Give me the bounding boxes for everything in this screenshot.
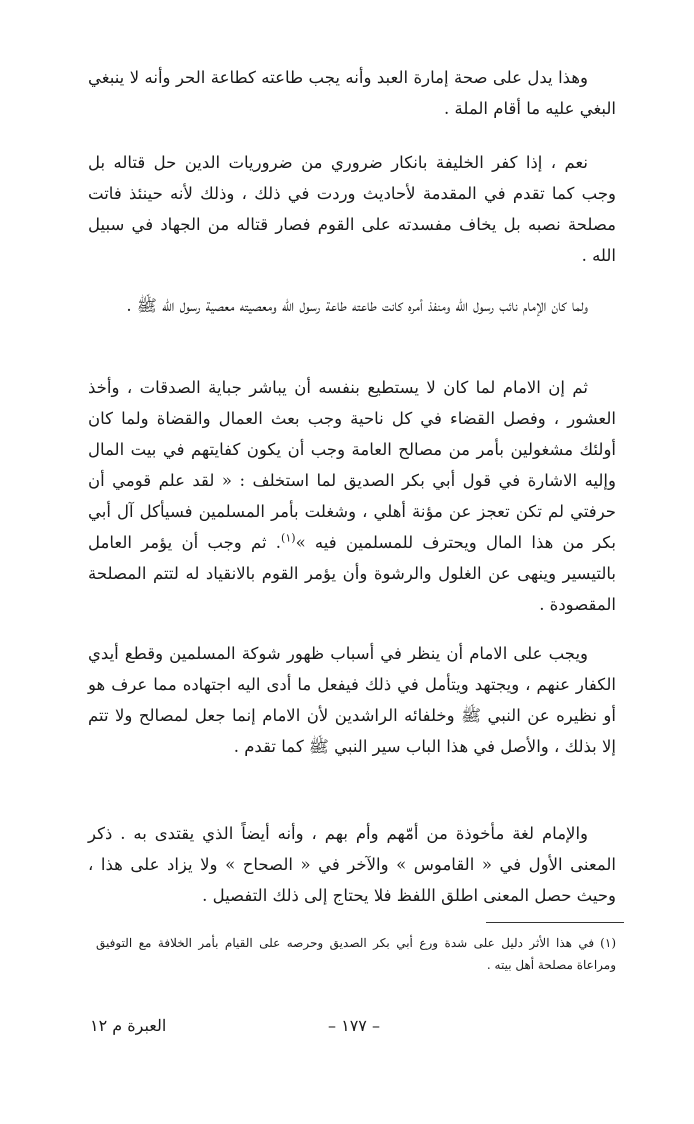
- paragraph-quote-text: ثم إن الامام لما كان لا يستطيع بنفسه أن يباشر جباية الصدقات ، وأخذ العشور ، وفصل القضاء في كل ناحية وجب بعث العمال والقضاة ولما كان أولئك مشغولين بأمر من مصالح العامة وجب أن يكون كفايتهم في بيت المال وإليه الاشارة في قول أبي بكر الصديق لما استخلف : « لقد علم قومي أن حرفتي لم تكن تعجز عن مؤنة أهلي ، وشغلت بأمر المسلمين فسيأكل آل أبي بكر من هذا المال ويحترف للمسلمين فيه »: [88, 378, 616, 552]
- paragraph-text: ويجب على الامام أن ينظر في أسباب ظهور شوكة المسلمين وقطع أيدي الكفار عنهم ، ويجتهد ويتأمل في ذلك فيفعل ما أدى اليه اجتهاده مما عرف هو أو نظيره عن النبي ﷺ وخلفائه الراشدين لأن الامام إنما جعل لمصالح ولا تتم إلا بذلك ، والأصل في هذا الباب سير النبي ﷺ كما تقدم .: [88, 644, 616, 756]
- paragraph-text: نعم ، إذا كفر الخليفة بانكار ضروري من ضروريات الدين حل قتاله بل وجب كما تقدم في المقدمة لأحاديث وردت في ذلك ، وذلك لأنه حينئذ فاتت مصلحة نصبه بل يخاف مفسدته على القوم فصار قتاله من الجهاد في سبيل الله .: [88, 153, 616, 265]
- paragraph-5: [88, 638, 616, 762]
- footnote: [96, 932, 616, 976]
- paragraph-1: [88, 62, 616, 124]
- paragraph-4: [88, 372, 616, 620]
- paragraph-text: والإمام لغة مأخوذة من أمّهم وأم بهم ، وأنه أيضاً الذي يقتدى به . ذكر المعنى الأول في « القاموس » والآخر في « الصحاح » ولا يزاد على هذا ، وحيث حصل المعنى اطلق اللفظ فلا يحتاج إلى ذلك التفصيل .: [88, 824, 616, 905]
- paragraph-2: [88, 147, 616, 271]
- footnote-text: في هذا الأثر دليل على شدة ورع أبي بكر الصديق وحرصه على القيام بأمر الخلافة مع التوفيق ومراعاة مصلحة أهل بيته .: [96, 936, 616, 972]
- paragraph-text: ثم إن الامام لما كان لا يستطيع بنفسه أن يباشر جباية الصدقات ، وأخذ العشور ، وفصل القضاء في كل ناحية وجب بعث العمال والقضاة ولما كان أولئك مشغولين بأمر من مصالح العامة وجب أن يكون كفايتهم في بيت المال وإليه الاشارة في قول أبي بكر الصديق لما استخلف : « لقد علم قومي أن حرفتي لم تكن تعجز عن مؤنة أهلي ، وشغلت بأمر المسلمين فسيأكل آل أبي بكر من هذا المال ويحترف للمسلمين فيه »$^{(١)}$. ثم وجب أن يؤمر العامل بالتيسير وينهى عن الغلول والرشوة وأن يؤمر القوم بالانقياد له لتتم المصلحة المقصودة .: [88, 378, 616, 614]
- footnote-reference[interactable]: (١): [281, 531, 296, 545]
- footnote-number: (١): [600, 936, 616, 950]
- page-number: – ١٧٧ –: [328, 1016, 380, 1035]
- paragraph-6: [88, 818, 616, 911]
- paragraph-text: ولما كان الإمام نائب رسول الله ومنفذ أمره كانت طاعته طاعة رسول الله ومعصيته معصية رسول الله ﷺ .: [126, 296, 588, 315]
- paragraph-continuation: ثم وجب أن يؤمر العامل بالتيسير وينهى عن الغلول والرشوة وأن يؤمر القوم بالانقياد له لتتم المصلحة المقصودة .: [88, 533, 616, 614]
- paragraph-3: [88, 290, 616, 321]
- footnote-divider: [486, 922, 624, 923]
- signature-mark: العبرة م ١٢: [90, 1016, 167, 1035]
- page-footer: [90, 1012, 618, 1040]
- paragraph-text: وهذا يدل على صحة إمارة العبد وأنه يجب طاعته كطاعة الحر وأنه لا ينبغي البغي عليه ما أقام الملة .: [88, 68, 616, 118]
